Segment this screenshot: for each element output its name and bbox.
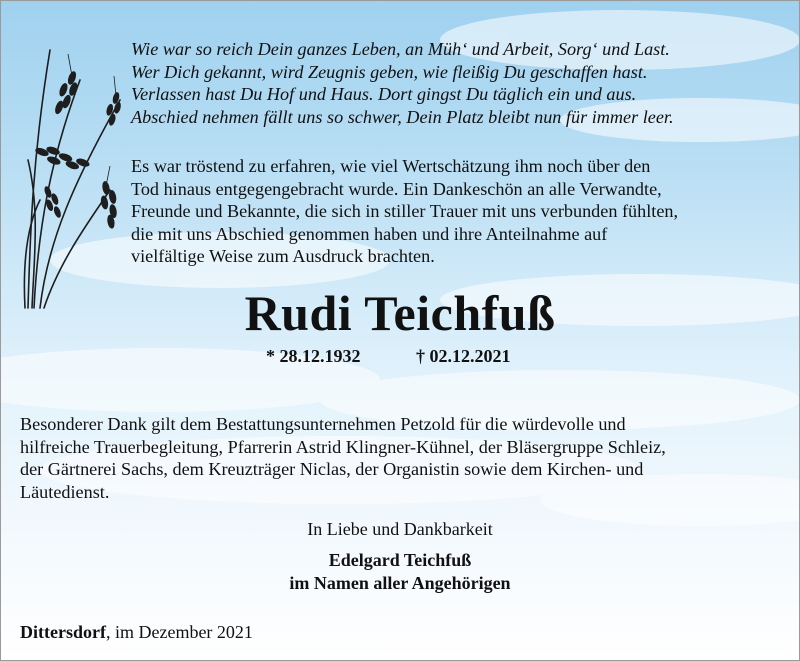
birth-date: * 28.12.1932	[266, 346, 361, 366]
place-date-text: , im Dezember 2021	[105, 622, 253, 642]
deceased-name: Rudi Teichfuß	[244, 285, 556, 341]
special-thanks-line: hilfreiche Trauerbegleitung, Pfarrerin Astrid Klingner-Kühnel, der Bläsergruppe Schleiz,	[20, 436, 666, 457]
poem-line: Wer Dich gekannt, wird Zeugnis geben, wie fleißig Du geschaffen hast.	[131, 61, 648, 82]
thanks-intro-line: Freunde und Bekannte, die sich in stiller Trauer mit uns verbunden fühlten,	[131, 201, 679, 221]
thanks-intro-line: Tod hinaus entgegengebracht wurde. Ein Dankeschön an alle Verwandte,	[131, 178, 662, 199]
wheat-ears-illustration	[20, 40, 140, 310]
special-thanks-line: der Gärtnerei Sachs, dem Kreuzträger Niclas, der Organistin sowie dem Kirchen- und	[20, 459, 644, 479]
special-thanks	[20, 413, 666, 503]
poem-line: Verlassen hast Du Hof und Haus. Dort gingst Du täglich ein und aus.	[131, 84, 637, 104]
closing-phrase: In Liebe und Dankbarkeit	[307, 519, 493, 539]
poem-line: Wie war so reich Dein ganzes Leben, an Müh‘ und Arbeit, Sorg‘ und Last.	[131, 39, 670, 59]
thanks-intro	[131, 155, 678, 268]
thanks-intro-line: vielfältige Weise zum Ausdruck brachten.	[131, 246, 435, 266]
place-town: Dittersdorf	[20, 622, 106, 642]
poem-line: Abschied nehmen fällt uns so schwer, Dein Platz bleibt nun für immer leer.	[131, 106, 674, 127]
place-date	[20, 622, 253, 643]
signature-line: im Namen aller Angehörigen	[289, 573, 511, 593]
thanks-intro-line: die mit uns Abschied genommen haben und ihre Anteilnahme auf	[131, 223, 608, 244]
death-date: † 02.12.2021	[416, 346, 511, 366]
thanks-intro-line: Es war tröstend zu erfahren, wie viel Wertschätzung ihm noch über den	[131, 156, 651, 176]
special-thanks-line: Besonderer Dank gilt dem Bestattungsunternehmen Petzold für die würdevolle und	[20, 414, 626, 434]
special-thanks-line: Läutedienst.	[20, 481, 110, 502]
signature-name: Edelgard Teichfuß	[328, 550, 472, 570]
poem	[131, 38, 674, 128]
